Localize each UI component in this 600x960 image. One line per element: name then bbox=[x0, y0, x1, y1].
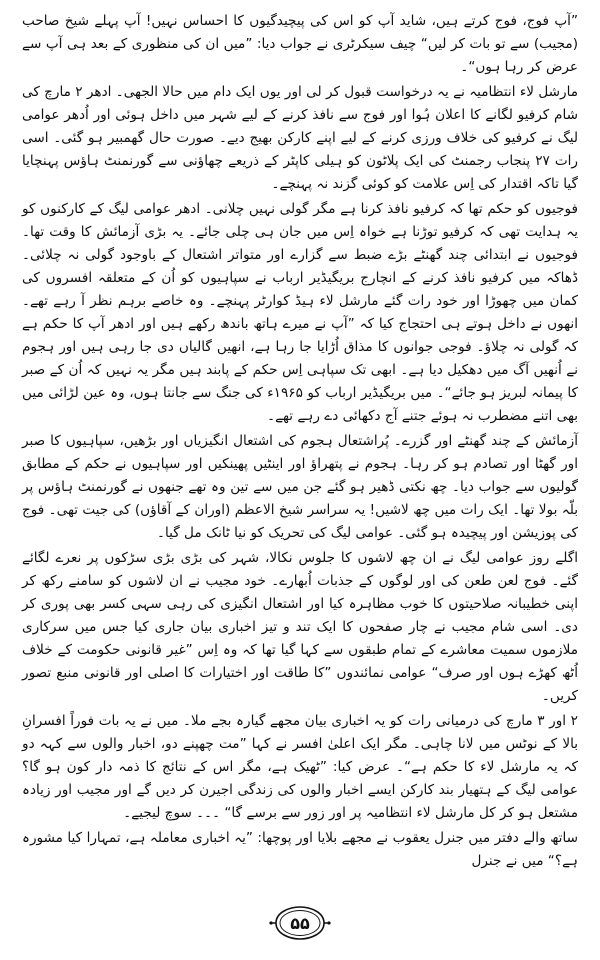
paragraph: آزمائش کے چند گھنٹے اور گزرے۔ پُراشتعال ہجوم کی اشتعال انگیزیاں اور بڑھیں، سپاہیوں کا صبر اور گھٹا اور تصادم ہو کر رہا۔ ہجوم نے پتھراؤ اور اینٹیں پھینکیں اور سپاہیوں نے حکم کے مطابق گولیوں سے جواب دیا۔ چھ نکتی ڈھیر ہو گئے جن میں سے تین وہ تھے جنھوں نے گورنمنٹ ہاؤس پر بلّہ بولا تھا۔ ایک رات میں چھ لاشیں! یہ سراسر شیخ الاعظم (اوران کے آقاؤں) کی جیت تھی۔ فوج کی پوزیشن اور پیچیدہ ہو گئی۔ عوامی لیگ کی تحریک کو نیا ٹانک مل گیا۔ bbox=[22, 433, 578, 541]
paragraph: فوجیوں کو حکم تھا کہ کرفیو نافذ کرنا ہے مگر گولی نہیں چلانی۔ ادھر عوامی لیگ کے کارکنوں کو یہ ہدایت تھی کہ کرفیو توڑنا ہے خواہ اِس میں جان ہی چلی جائے۔ یہ بڑی آزمائش کا وقت تھا۔ فوجیوں نے ابتدائی چند گھنٹے بڑے ضبط سے گزارے اور متواتر اشتعال کے باوجود گولی نہ چلائی۔ ڈھاکہ میں کرفیو نافذ کرنے کے انچارج بریگیڈیر ارباب نے سپاہیوں کو اُن کے متعلقہ افسروں کی کمان میں چھوڑا اور خود رات گئے مارشل لاء ہیڈ کوارٹر پہنچے۔ وہ خاصے برہم نظر آ رہے تھے۔ انھوں نے داخل ہوتے ہی احتجاج کیا کہ ”آپ نے میرے ہاتھ باندھ رکھے ہیں اور ادھر آپ کا حکم ہے کہ گولی نہ چلاؤ۔ فوجی جوانوں کا مذاق اُڑایا جا رہا ہے، انھیں گالیاں دی جا رہی ہیں اور ہجوم نے اُنھیں آگ میں دھکیل دیا ہے۔ ابھی تک سپاہی اِس حکم کے پابند ہیں مگر یہ نہیں کہ اُن کے صبر کا پیمانہ لبریز ہو جائے“۔ میں بریگیڈیر ارباب کو ۱۹۶۵ء کی جنگ سے جانتا ہوں، وہ عین لڑائی میں بھی اتنے مضطرب نہ ہوئے جتنے آج دکھائی دے رہے تھے۔ bbox=[22, 201, 578, 424]
page-number-label: ۵۵ bbox=[290, 913, 310, 933]
paragraph: اگلے روز عوامی لیگ نے ان چھ لاشوں کا جلوس نکالا، شہر کی بڑی بڑی سڑکوں پر نعرے لگائے گئے۔ فوج لعن طعن کی اور لوگوں کے جذبات اُبھارے۔ خود مجیب نے ان لاشوں کو سامنے رکھ کر اپنی خطیبانہ صلاحیتوں کا خوب مظاہرہ کیا اور اشتعال انگیزی کی رہی سہی کسر بھی پوری کر دی۔ اسی شام مجیب نے چار صفحوں کا ایک تند و تیز اخباری بیان جاری کیا جس میں سرکاری ملازموں سمیت معاشرے کے تمام طبقوں سے کہا گیا تھا کہ وہ اِس ”غیر قانونی حکومت کے خلاف اُٹھ کھڑے ہوں اور صرف“ عوامی نمائندوں ”کا طاقت اور اختیارات کا اصلی اور قانونی منبع تصور کریں۔ bbox=[22, 550, 578, 704]
page-text bbox=[22, 10, 578, 873]
paragraph: ساتھ والے دفتر میں جنرل یعقوب نے مجھے بلایا اور پوچھا: ”یہ اخباری معاملہ ہے، تمہارا کیا مشورہ ہے؟“ میں نے جنرل bbox=[22, 830, 578, 869]
page-number bbox=[268, 904, 332, 942]
paragraph: ۲ اور ۳ مارچ کی درمیانی رات کو یہ اخباری بیان مجھے گیارہ بجے ملا۔ میں نے یہ بات فوراً افسرانِ بالا کے نوٹس میں لانا چاہی۔ مگر ایک اعلیٰ افسر نے کہا ”مت چھپنے دو، اخبار والوں سے کہہ دو کہ یہ مارشل لاء کا حکم ہے“۔ عرض کیا: ”ٹھیک ہے، مگر اس کے نتائج کا ذمہ دار کون ہو گا؟ عوامی لیگ کے ہتھیار بند کارکن ایسے اخبار والوں کی زندگی اجیرن کر دیں گے اور مجیب اور زیادہ مشتعل ہو کر کل مارشل لاء انتظامیہ پر اور زور سے برسے گا“ ۔۔۔ سوچ لیجیے۔ bbox=[22, 713, 578, 821]
paragraph: مارشل لاء انتظامیہ نے یہ درخواست قبول کر لی اور یوں ایک دام میں حالا الجھی۔ ادھر ۲ مارچ کی شام کرفیو لگانے کا اعلان ہُوا اور فوج سے نافذ کرنے کے لیے شہر میں داخل ہوئی اور اُدھر عوامی لیگ نے کرفیو کی خلاف ورزی کرنے کے لیے اپنے کارکن بھیج دیے۔ صورت حال گھمبیر ہو گئی۔ اسی رات ۲۷ پنجاب رجمنٹ کی ایک پلاٹون کو ہیلی کاپٹر کے ذریعے چھاؤنی سے گورنمنٹ ہاؤس پہنچایا گیا تاکہ اقتدار کی اِس علامت کو کوئی گزند نہ پہنچے۔ bbox=[22, 84, 578, 192]
paragraph: ”آپ فوج، فوج کرتے ہیں، شاید آپ کو اس کی پیچیدگیوں کا احساس نہیں! آپ پہلے شیخ صاحب (مجیب) سے تو بات کر لیں“ چیف سیکرٹری نے جواب دیا: ”میں ان کی منظوری کے بعد ہی آپ سے عرض کر رہا ہوں“۔ bbox=[22, 13, 578, 75]
